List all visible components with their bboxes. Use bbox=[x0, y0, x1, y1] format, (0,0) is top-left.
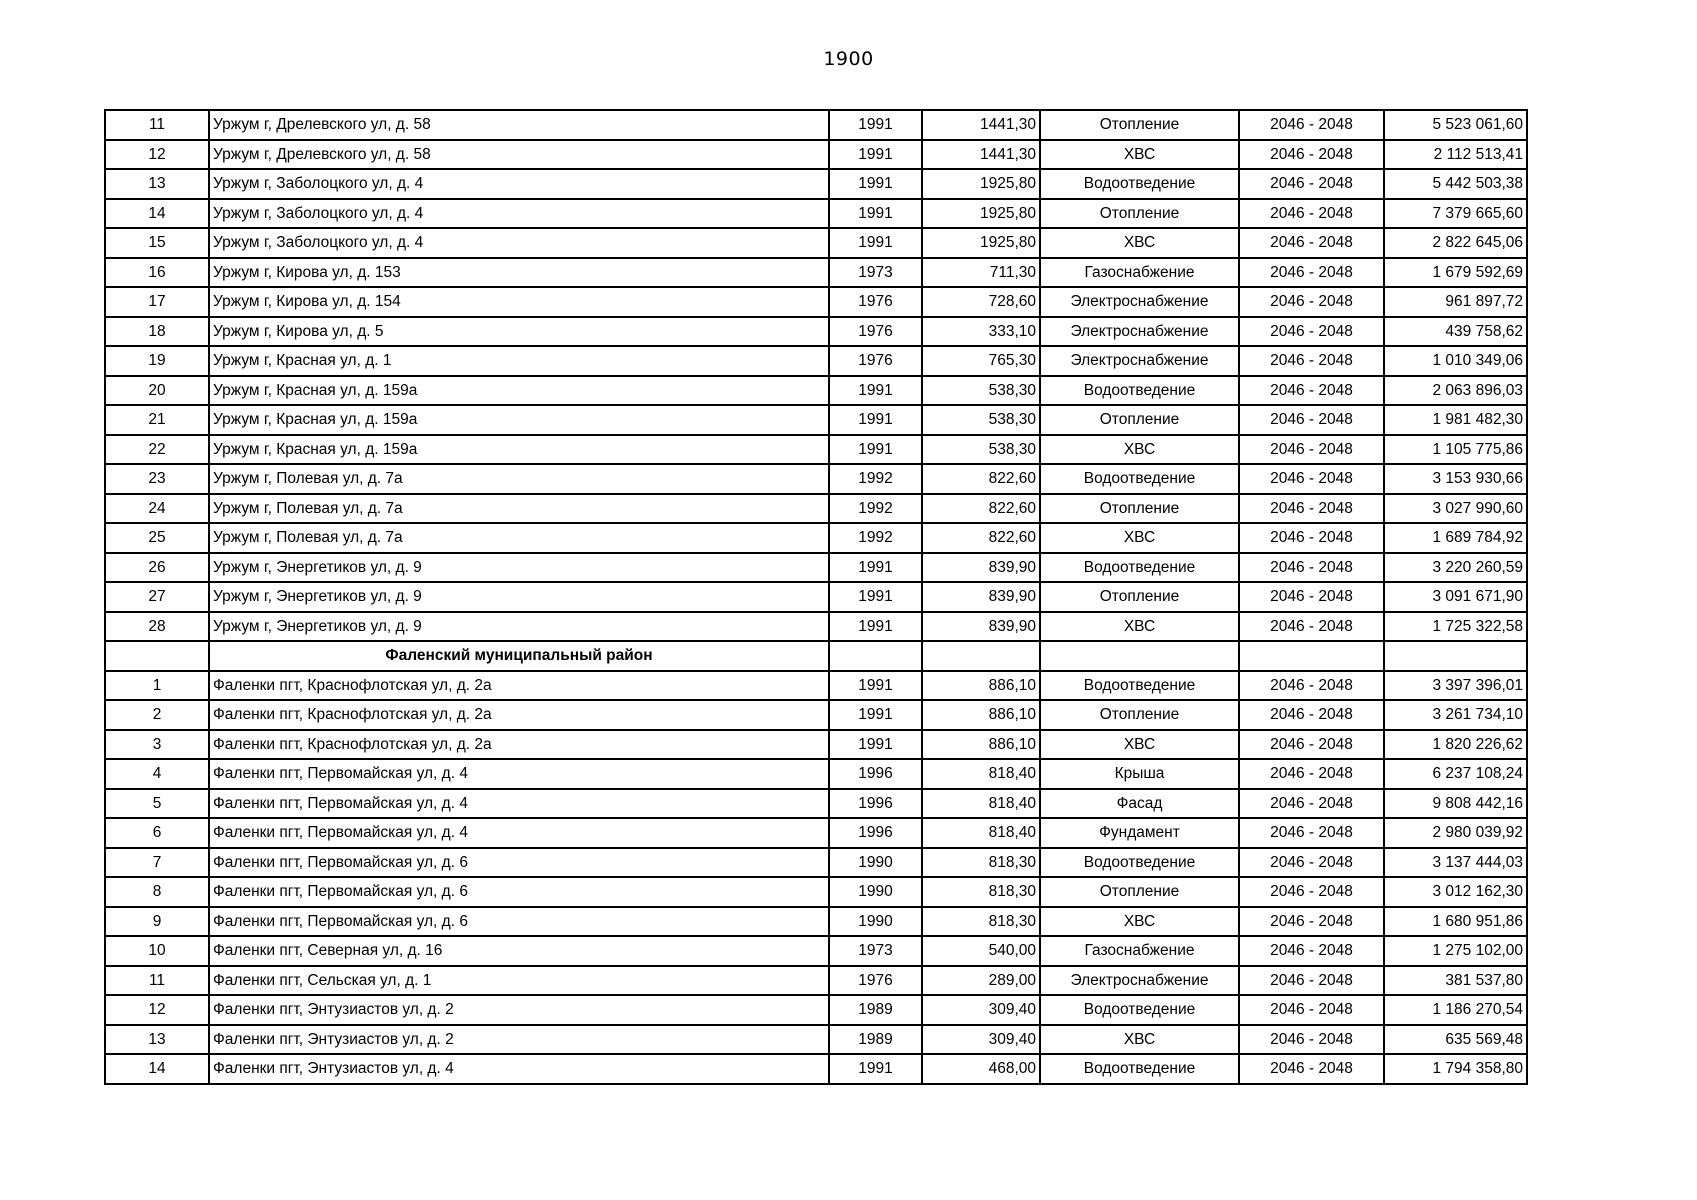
work-type-cell: ХВС bbox=[1040, 523, 1239, 553]
table-row bbox=[105, 966, 1527, 996]
area-cell: 289,00 bbox=[922, 966, 1040, 996]
cost-cell: 961 897,72 bbox=[1384, 287, 1527, 317]
area-cell: 822,60 bbox=[922, 464, 1040, 494]
work-type-cell: Водоотведение bbox=[1040, 464, 1239, 494]
build-year-cell: 1989 bbox=[829, 1025, 922, 1055]
area-cell: 1441,30 bbox=[922, 110, 1040, 140]
cost-cell: 1 725 322,58 bbox=[1384, 612, 1527, 642]
section-year-cell bbox=[829, 641, 922, 671]
area-cell: 538,30 bbox=[922, 376, 1040, 406]
cost-cell: 3 012 162,30 bbox=[1384, 877, 1527, 907]
area-cell: 839,90 bbox=[922, 582, 1040, 612]
section-cost-cell bbox=[1384, 641, 1527, 671]
row-number: 14 bbox=[105, 1054, 209, 1084]
table-row bbox=[105, 582, 1527, 612]
address-cell: Фаленки пгт, Сельская ул, д. 1 bbox=[209, 966, 829, 996]
area-cell: 886,10 bbox=[922, 700, 1040, 730]
repair-program-table bbox=[104, 109, 1528, 1085]
table-row bbox=[105, 287, 1527, 317]
cost-cell: 1 679 592,69 bbox=[1384, 258, 1527, 288]
build-year-cell: 1991 bbox=[829, 1054, 922, 1084]
table-row bbox=[105, 553, 1527, 583]
section-period-cell bbox=[1239, 641, 1384, 671]
section-title: Фаленский муниципальный район bbox=[209, 641, 829, 671]
row-number: 3 bbox=[105, 730, 209, 760]
build-year-cell: 1991 bbox=[829, 730, 922, 760]
table-row bbox=[105, 671, 1527, 701]
row-number: 18 bbox=[105, 317, 209, 347]
build-year-cell: 1991 bbox=[829, 553, 922, 583]
table-row bbox=[105, 995, 1527, 1025]
build-year-cell: 1976 bbox=[829, 346, 922, 376]
work-type-cell: Водоотведение bbox=[1040, 169, 1239, 199]
build-year-cell: 1976 bbox=[829, 966, 922, 996]
period-cell: 2046 - 2048 bbox=[1239, 553, 1384, 583]
build-year-cell: 1991 bbox=[829, 376, 922, 406]
table-body bbox=[105, 110, 1527, 1084]
row-number: 25 bbox=[105, 523, 209, 553]
build-year-cell: 1991 bbox=[829, 110, 922, 140]
area-cell: 711,30 bbox=[922, 258, 1040, 288]
address-cell: Уржум г, Заболоцкого ул, д. 4 bbox=[209, 228, 829, 258]
table-row bbox=[105, 405, 1527, 435]
table-row bbox=[105, 346, 1527, 376]
build-year-cell: 1992 bbox=[829, 494, 922, 524]
period-cell: 2046 - 2048 bbox=[1239, 523, 1384, 553]
address-cell: Фаленки пгт, Первомайская ул, д. 4 bbox=[209, 759, 829, 789]
build-year-cell: 1973 bbox=[829, 258, 922, 288]
build-year-cell: 1976 bbox=[829, 287, 922, 317]
row-number: 11 bbox=[105, 110, 209, 140]
table-row bbox=[105, 848, 1527, 878]
address-cell: Фаленки пгт, Краснофлотская ул, д. 2а bbox=[209, 730, 829, 760]
work-type-cell: Отопление bbox=[1040, 199, 1239, 229]
table-row bbox=[105, 1054, 1527, 1084]
address-cell: Уржум г, Энергетиков ул, д. 9 bbox=[209, 553, 829, 583]
address-cell: Уржум г, Полевая ул, д. 7а bbox=[209, 523, 829, 553]
row-number: 22 bbox=[105, 435, 209, 465]
row-number: 6 bbox=[105, 818, 209, 848]
area-cell: 1925,80 bbox=[922, 199, 1040, 229]
table-row bbox=[105, 1025, 1527, 1055]
period-cell: 2046 - 2048 bbox=[1239, 199, 1384, 229]
build-year-cell: 1991 bbox=[829, 671, 922, 701]
cost-cell: 3 153 930,66 bbox=[1384, 464, 1527, 494]
area-cell: 468,00 bbox=[922, 1054, 1040, 1084]
table-row bbox=[105, 818, 1527, 848]
work-type-cell: Водоотведение bbox=[1040, 553, 1239, 583]
work-type-cell: Фасад bbox=[1040, 789, 1239, 819]
build-year-cell: 1991 bbox=[829, 140, 922, 170]
row-number: 5 bbox=[105, 789, 209, 819]
period-cell: 2046 - 2048 bbox=[1239, 258, 1384, 288]
work-type-cell: Водоотведение bbox=[1040, 995, 1239, 1025]
area-cell: 1925,80 bbox=[922, 169, 1040, 199]
cost-cell: 5 442 503,38 bbox=[1384, 169, 1527, 199]
period-cell: 2046 - 2048 bbox=[1239, 346, 1384, 376]
work-type-cell: Отопление bbox=[1040, 582, 1239, 612]
build-year-cell: 1991 bbox=[829, 405, 922, 435]
cost-cell: 3 397 396,01 bbox=[1384, 671, 1527, 701]
cost-cell: 3 027 990,60 bbox=[1384, 494, 1527, 524]
area-cell: 728,60 bbox=[922, 287, 1040, 317]
row-number: 13 bbox=[105, 1025, 209, 1055]
section-area-cell bbox=[922, 641, 1040, 671]
area-cell: 309,40 bbox=[922, 995, 1040, 1025]
address-cell: Фаленки пгт, Первомайская ул, д. 4 bbox=[209, 789, 829, 819]
build-year-cell: 1996 bbox=[829, 789, 922, 819]
period-cell: 2046 - 2048 bbox=[1239, 848, 1384, 878]
period-cell: 2046 - 2048 bbox=[1239, 1025, 1384, 1055]
address-cell: Уржум г, Заболоцкого ул, д. 4 bbox=[209, 199, 829, 229]
cost-cell: 3 261 734,10 bbox=[1384, 700, 1527, 730]
period-cell: 2046 - 2048 bbox=[1239, 936, 1384, 966]
work-type-cell: Отопление bbox=[1040, 877, 1239, 907]
row-number: 1 bbox=[105, 671, 209, 701]
period-cell: 2046 - 2048 bbox=[1239, 700, 1384, 730]
build-year-cell: 1990 bbox=[829, 877, 922, 907]
address-cell: Уржум г, Красная ул, д. 159а bbox=[209, 376, 829, 406]
table-row bbox=[105, 877, 1527, 907]
cost-cell: 1 010 349,06 bbox=[1384, 346, 1527, 376]
row-number: 20 bbox=[105, 376, 209, 406]
row-number: 24 bbox=[105, 494, 209, 524]
address-cell: Уржум г, Красная ул, д. 159а bbox=[209, 435, 829, 465]
build-year-cell: 1991 bbox=[829, 582, 922, 612]
address-cell: Уржум г, Заболоцкого ул, д. 4 bbox=[209, 169, 829, 199]
row-number: 16 bbox=[105, 258, 209, 288]
row-number: 2 bbox=[105, 700, 209, 730]
period-cell: 2046 - 2048 bbox=[1239, 907, 1384, 937]
period-cell: 2046 - 2048 bbox=[1239, 759, 1384, 789]
work-type-cell: ХВС bbox=[1040, 435, 1239, 465]
work-type-cell: Электроснабжение bbox=[1040, 317, 1239, 347]
cost-cell: 1 186 270,54 bbox=[1384, 995, 1527, 1025]
table-row bbox=[105, 435, 1527, 465]
work-type-cell: Электроснабжение bbox=[1040, 966, 1239, 996]
area-cell: 540,00 bbox=[922, 936, 1040, 966]
table-row bbox=[105, 199, 1527, 229]
work-type-cell: Отопление bbox=[1040, 494, 1239, 524]
row-number: 10 bbox=[105, 936, 209, 966]
cost-cell: 1 794 358,80 bbox=[1384, 1054, 1527, 1084]
build-year-cell: 1976 bbox=[829, 317, 922, 347]
period-cell: 2046 - 2048 bbox=[1239, 317, 1384, 347]
period-cell: 2046 - 2048 bbox=[1239, 671, 1384, 701]
address-cell: Уржум г, Красная ул, д. 159а bbox=[209, 405, 829, 435]
row-number: 7 bbox=[105, 848, 209, 878]
work-type-cell: Электроснабжение bbox=[1040, 346, 1239, 376]
build-year-cell: 1991 bbox=[829, 228, 922, 258]
area-cell: 839,90 bbox=[922, 553, 1040, 583]
cost-cell: 1 105 775,86 bbox=[1384, 435, 1527, 465]
table-row bbox=[105, 700, 1527, 730]
row-number: 9 bbox=[105, 907, 209, 937]
build-year-cell: 1973 bbox=[829, 936, 922, 966]
period-cell: 2046 - 2048 bbox=[1239, 818, 1384, 848]
period-cell: 2046 - 2048 bbox=[1239, 435, 1384, 465]
address-cell: Фаленки пгт, Первомайская ул, д. 6 bbox=[209, 877, 829, 907]
area-cell: 818,40 bbox=[922, 759, 1040, 789]
build-year-cell: 1992 bbox=[829, 464, 922, 494]
work-type-cell: Фундамент bbox=[1040, 818, 1239, 848]
table-row bbox=[105, 907, 1527, 937]
cost-cell: 5 523 061,60 bbox=[1384, 110, 1527, 140]
work-type-cell: Отопление bbox=[1040, 700, 1239, 730]
table-row bbox=[105, 228, 1527, 258]
address-cell: Уржум г, Кирова ул, д. 153 bbox=[209, 258, 829, 288]
area-cell: 839,90 bbox=[922, 612, 1040, 642]
build-year-cell: 1996 bbox=[829, 759, 922, 789]
cost-cell: 3 220 260,59 bbox=[1384, 553, 1527, 583]
table-row bbox=[105, 376, 1527, 406]
address-cell: Уржум г, Кирова ул, д. 154 bbox=[209, 287, 829, 317]
address-cell: Уржум г, Полевая ул, д. 7а bbox=[209, 494, 829, 524]
period-cell: 2046 - 2048 bbox=[1239, 494, 1384, 524]
work-type-cell: Водоотведение bbox=[1040, 376, 1239, 406]
work-type-cell: ХВС bbox=[1040, 907, 1239, 937]
address-cell: Фаленки пгт, Энтузиастов ул, д. 2 bbox=[209, 995, 829, 1025]
row-number: 8 bbox=[105, 877, 209, 907]
area-cell: 818,30 bbox=[922, 907, 1040, 937]
work-type-cell: Электроснабжение bbox=[1040, 287, 1239, 317]
row-number: 4 bbox=[105, 759, 209, 789]
cost-cell: 1 820 226,62 bbox=[1384, 730, 1527, 760]
period-cell: 2046 - 2048 bbox=[1239, 582, 1384, 612]
cost-cell: 1 981 482,30 bbox=[1384, 405, 1527, 435]
area-cell: 818,40 bbox=[922, 789, 1040, 819]
work-type-cell: ХВС bbox=[1040, 140, 1239, 170]
cost-cell: 439 758,62 bbox=[1384, 317, 1527, 347]
area-cell: 765,30 bbox=[922, 346, 1040, 376]
row-number: 28 bbox=[105, 612, 209, 642]
build-year-cell: 1989 bbox=[829, 995, 922, 1025]
build-year-cell: 1992 bbox=[829, 523, 922, 553]
area-cell: 538,30 bbox=[922, 405, 1040, 435]
area-cell: 822,60 bbox=[922, 523, 1040, 553]
cost-cell: 1 689 784,92 bbox=[1384, 523, 1527, 553]
work-type-cell: ХВС bbox=[1040, 730, 1239, 760]
section-work-cell bbox=[1040, 641, 1239, 671]
work-type-cell: Крыша bbox=[1040, 759, 1239, 789]
row-number: 11 bbox=[105, 966, 209, 996]
cost-cell: 635 569,48 bbox=[1384, 1025, 1527, 1055]
cost-cell: 2 112 513,41 bbox=[1384, 140, 1527, 170]
work-type-cell: Водоотведение bbox=[1040, 671, 1239, 701]
period-cell: 2046 - 2048 bbox=[1239, 995, 1384, 1025]
area-cell: 886,10 bbox=[922, 730, 1040, 760]
cost-cell: 2 822 645,06 bbox=[1384, 228, 1527, 258]
table-row bbox=[105, 730, 1527, 760]
cost-cell: 381 537,80 bbox=[1384, 966, 1527, 996]
row-number: 12 bbox=[105, 995, 209, 1025]
build-year-cell: 1991 bbox=[829, 700, 922, 730]
address-cell: Уржум г, Энергетиков ул, д. 9 bbox=[209, 612, 829, 642]
cost-cell: 2 063 896,03 bbox=[1384, 376, 1527, 406]
period-cell: 2046 - 2048 bbox=[1239, 464, 1384, 494]
cost-cell: 2 980 039,92 bbox=[1384, 818, 1527, 848]
table-row bbox=[105, 612, 1527, 642]
period-cell: 2046 - 2048 bbox=[1239, 405, 1384, 435]
work-type-cell: Водоотведение bbox=[1040, 848, 1239, 878]
row-number: 27 bbox=[105, 582, 209, 612]
table-row bbox=[105, 140, 1527, 170]
area-cell: 886,10 bbox=[922, 671, 1040, 701]
period-cell: 2046 - 2048 bbox=[1239, 228, 1384, 258]
address-cell: Фаленки пгт, Краснофлотская ул, д. 2а bbox=[209, 671, 829, 701]
cost-cell: 9 808 442,16 bbox=[1384, 789, 1527, 819]
row-number: 19 bbox=[105, 346, 209, 376]
section-header-row bbox=[105, 641, 1527, 671]
build-year-cell: 1990 bbox=[829, 848, 922, 878]
address-cell: Фаленки пгт, Первомайская ул, д. 6 bbox=[209, 848, 829, 878]
cost-cell: 3 091 671,90 bbox=[1384, 582, 1527, 612]
table-row bbox=[105, 523, 1527, 553]
work-type-cell: Отопление bbox=[1040, 110, 1239, 140]
area-cell: 818,30 bbox=[922, 848, 1040, 878]
cost-cell: 7 379 665,60 bbox=[1384, 199, 1527, 229]
area-cell: 1925,80 bbox=[922, 228, 1040, 258]
build-year-cell: 1990 bbox=[829, 907, 922, 937]
work-type-cell: ХВС bbox=[1040, 228, 1239, 258]
table-row bbox=[105, 258, 1527, 288]
address-cell: Фаленки пгт, Первомайская ул, д. 4 bbox=[209, 818, 829, 848]
work-type-cell: ХВС bbox=[1040, 612, 1239, 642]
period-cell: 2046 - 2048 bbox=[1239, 966, 1384, 996]
build-year-cell: 1991 bbox=[829, 169, 922, 199]
section-num-cell bbox=[105, 641, 209, 671]
area-cell: 818,40 bbox=[922, 818, 1040, 848]
page-number: 1900 bbox=[823, 48, 874, 70]
period-cell: 2046 - 2048 bbox=[1239, 376, 1384, 406]
area-cell: 1441,30 bbox=[922, 140, 1040, 170]
row-number: 21 bbox=[105, 405, 209, 435]
period-cell: 2046 - 2048 bbox=[1239, 612, 1384, 642]
table-row bbox=[105, 759, 1527, 789]
period-cell: 2046 - 2048 bbox=[1239, 1054, 1384, 1084]
work-type-cell: Отопление bbox=[1040, 405, 1239, 435]
row-number: 17 bbox=[105, 287, 209, 317]
row-number: 12 bbox=[105, 140, 209, 170]
row-number: 14 bbox=[105, 199, 209, 229]
work-type-cell: Газоснабжение bbox=[1040, 258, 1239, 288]
table-row bbox=[105, 936, 1527, 966]
area-cell: 818,30 bbox=[922, 877, 1040, 907]
address-cell: Фаленки пгт, Энтузиастов ул, д. 4 bbox=[209, 1054, 829, 1084]
period-cell: 2046 - 2048 bbox=[1239, 287, 1384, 317]
row-number: 15 bbox=[105, 228, 209, 258]
area-cell: 333,10 bbox=[922, 317, 1040, 347]
cost-cell: 6 237 108,24 bbox=[1384, 759, 1527, 789]
table-row bbox=[105, 789, 1527, 819]
area-cell: 309,40 bbox=[922, 1025, 1040, 1055]
table-row bbox=[105, 169, 1527, 199]
cost-cell: 3 137 444,03 bbox=[1384, 848, 1527, 878]
work-type-cell: ХВС bbox=[1040, 1025, 1239, 1055]
address-cell: Фаленки пгт, Энтузиастов ул, д. 2 bbox=[209, 1025, 829, 1055]
address-cell: Уржум г, Энергетиков ул, д. 9 bbox=[209, 582, 829, 612]
work-type-cell: Газоснабжение bbox=[1040, 936, 1239, 966]
address-cell: Фаленки пгт, Первомайская ул, д. 6 bbox=[209, 907, 829, 937]
table-row bbox=[105, 464, 1527, 494]
address-cell: Уржум г, Кирова ул, д. 5 bbox=[209, 317, 829, 347]
address-cell: Фаленки пгт, Краснофлотская ул, д. 2а bbox=[209, 700, 829, 730]
work-type-cell: Водоотведение bbox=[1040, 1054, 1239, 1084]
address-cell: Уржум г, Красная ул, д. 1 bbox=[209, 346, 829, 376]
area-cell: 538,30 bbox=[922, 435, 1040, 465]
cost-cell: 1 275 102,00 bbox=[1384, 936, 1527, 966]
period-cell: 2046 - 2048 bbox=[1239, 110, 1384, 140]
build-year-cell: 1991 bbox=[829, 435, 922, 465]
period-cell: 2046 - 2048 bbox=[1239, 140, 1384, 170]
row-number: 13 bbox=[105, 169, 209, 199]
row-number: 26 bbox=[105, 553, 209, 583]
address-cell: Уржум г, Дрелевского ул, д. 58 bbox=[209, 110, 829, 140]
build-year-cell: 1991 bbox=[829, 199, 922, 229]
period-cell: 2046 - 2048 bbox=[1239, 877, 1384, 907]
period-cell: 2046 - 2048 bbox=[1239, 789, 1384, 819]
table-row bbox=[105, 110, 1527, 140]
address-cell: Фаленки пгт, Северная ул, д. 16 bbox=[209, 936, 829, 966]
cost-cell: 1 680 951,86 bbox=[1384, 907, 1527, 937]
row-number: 23 bbox=[105, 464, 209, 494]
table-row bbox=[105, 317, 1527, 347]
build-year-cell: 1996 bbox=[829, 818, 922, 848]
address-cell: Уржум г, Полевая ул, д. 7а bbox=[209, 464, 829, 494]
period-cell: 2046 - 2048 bbox=[1239, 169, 1384, 199]
table-row bbox=[105, 494, 1527, 524]
area-cell: 822,60 bbox=[922, 494, 1040, 524]
address-cell: Уржум г, Дрелевского ул, д. 58 bbox=[209, 140, 829, 170]
build-year-cell: 1991 bbox=[829, 612, 922, 642]
period-cell: 2046 - 2048 bbox=[1239, 730, 1384, 760]
